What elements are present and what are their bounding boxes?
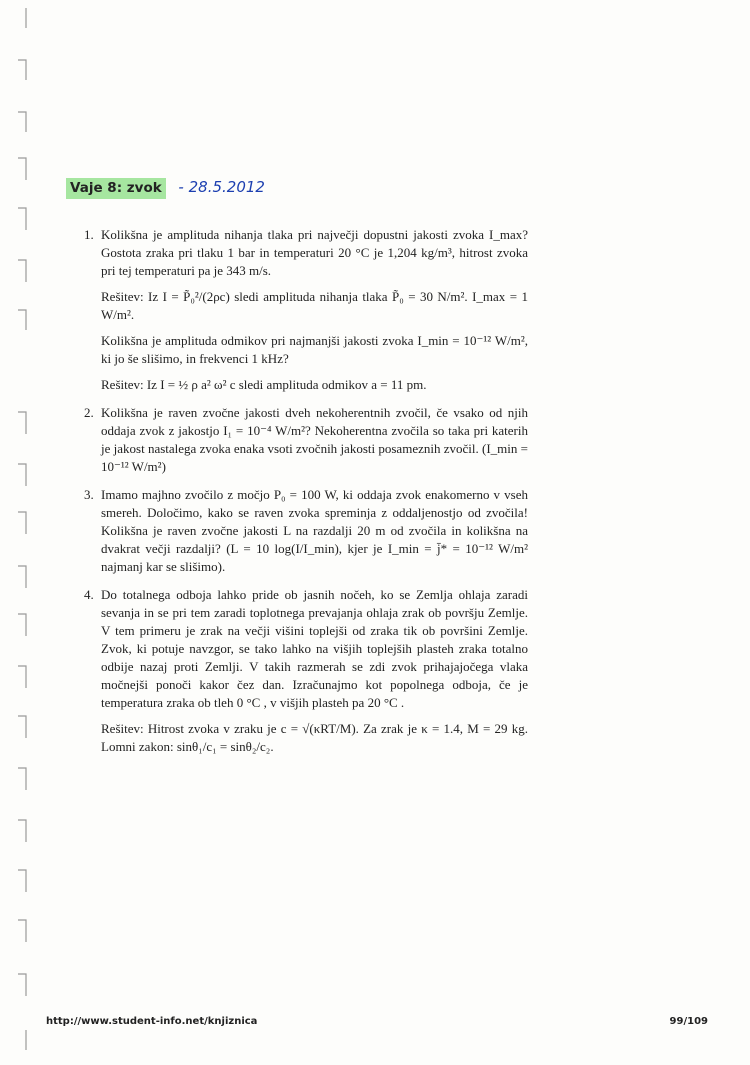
problem-1: [84, 226, 528, 394]
problem-text: Kolikšna je amplituda nihanja tlaka pri največji dopustni jakosti zvoka I_max? Gostota zraka pri tlaku 1 bar in temperaturi 20 °C je 1,204 kg/m³, hitrost zvoka pri tej temperaturi pa je 343 m/s.: [101, 227, 528, 278]
problem-list: [84, 226, 528, 766]
section-title: Vaje 8: zvok: [66, 178, 166, 199]
problem-number: 4.: [84, 587, 94, 602]
handwritten-date: - 28.5.2012: [178, 178, 265, 196]
problem-3: [84, 486, 528, 576]
problem-2: [84, 404, 528, 476]
solution-text: Rešitev: Iz I = P̃₀²/(2ρc) sledi amplituda nihanja tlaka P̃₀ = 30 N/m². I_max = 1 W/m².: [101, 289, 528, 322]
problem-number: 3.: [84, 487, 94, 502]
solution-text: Rešitev: Hitrost zvoka v zraku je c = √(κRT/M). Za zrak je κ = 1.4, M = 29 kg. Lomni zakon: sinθ₁/c₁ = sinθ₂/c₂.: [101, 721, 528, 754]
binder-holes: [0, 0, 40, 1061]
problem-number: 2.: [84, 405, 94, 420]
problem-number: 1.: [84, 227, 94, 242]
page-heading: [66, 178, 265, 196]
problem-text: Kolikšna je raven zvočne jakosti dveh nekoherentnih zvočil, če vsako od njih oddaja zvok z jakostjo I₁ = 10⁻⁴ W/m²? Nekoherentna zvočila so taka pri katerih je jakost nastalega zvoka enaka vsoti zvočnih jakosti posameznih zvočil. (I_min = 10⁻¹² W/m²): [101, 405, 528, 474]
problem-text: Kolikšna je amplituda odmikov pri najmanjši jakosti zvoka I_min = 10⁻¹² W/m², ki jo še slišimo, in frekvenci 1 kHz?: [101, 333, 528, 366]
solution-text: Rešitev: Iz I = ½ ρ a² ω² c sledi amplituda odmikov a = 11 pm.: [101, 377, 427, 392]
problem-text: Imamo majhno zvočilo z močjo P₀ = 100 W, ki oddaja zvok enakomerno v vseh smereh. Določimo, kako se raven zvoka spreminja z oddaljenostjo od zvočila! Kolikšna je raven zvočne jakosti L na razdalji 20 m od zvočila in kolikšna na dvakrat večji razdalji? (L = 10 log(I/I_min), kjer je I_min = j̄* = 10⁻¹² W/m² najmanj kar se slišimo).: [101, 487, 528, 574]
problem-4: [84, 586, 528, 756]
page-number: 99/109: [669, 1016, 708, 1027]
footer-url: http://www.student-info.net/knjiznica: [46, 1016, 258, 1027]
problem-text: Do totalnega odboja lahko pride ob jasnih nočeh, ko se Zemlja ohlaja zaradi sevanja in se pri tem zaradi toplotnega prevajanja ohlaja zrak ob površju Zemlje. V tem primeru je zrak na večji višini toplejši od zraka tik ob površini Zemlje. Zvok, ki potuje navzgor, se tako lahko na višjih toplejših plasteh zraka totalno odbije nazaj proti Zemljі. V takih razmerah se zdi zvok prihajajočega vlaka močnejši ponoči kakor čez dan. Izračunajmo kot popolnega odboja, če je temperatura zraka ob tleh 0 °C , v višjih plasteh pa 20 °C .: [101, 587, 528, 710]
